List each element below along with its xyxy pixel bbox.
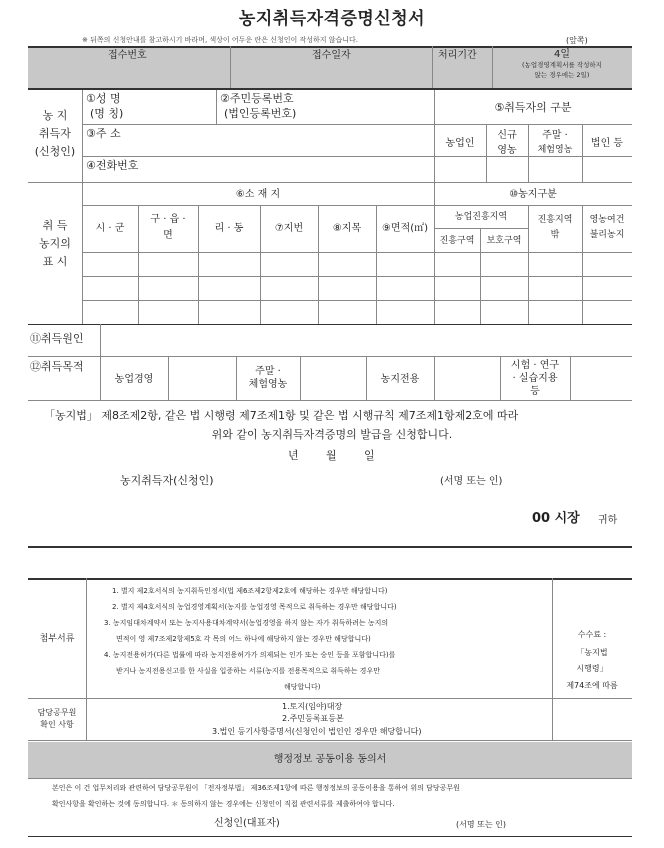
location-title: ⑥소 재 지	[235, 189, 281, 200]
purpose-conversion: 농지전용	[380, 374, 420, 385]
rrn-label: ②주민등록번호	[220, 92, 294, 105]
category-weekend: 주말 ·	[542, 130, 568, 141]
category-farmer: 농업인	[445, 138, 475, 149]
official-check-item: 1.토지(임야)대장	[282, 702, 343, 711]
farmland-section-label: 표 시	[42, 255, 68, 268]
acquisition-reason-label: ⑪취득원인	[30, 332, 84, 345]
consent-signer-label: 신청인(대표자)	[214, 818, 280, 829]
declaration-text: 위와 같이 농지취득자격증명의 발급을 신청합니다.	[211, 428, 453, 441]
processing-period-label: 처리기간	[438, 50, 477, 61]
phone-label: ④전화번호	[86, 159, 139, 172]
official-check-item: 3.법인 등기사항증명서(신청인이 법인인 경우만 해당합니다)	[212, 727, 422, 736]
col-area: ⑨면적(㎡)	[381, 223, 429, 234]
attachment-item: 받거나 농지전용신고를 한 사실을 입증하는 서류(농지를 전용목적으로 취득하는 경우만	[116, 667, 380, 675]
col-gu-eup-myeon: 구 · 읍 ·	[150, 214, 186, 225]
fee-label: 시행령」	[576, 664, 608, 673]
farmland-section-label: 취 득	[42, 219, 68, 232]
farmland-section-label: 농지의	[39, 237, 71, 250]
applicant-section-label: 농 지	[42, 109, 68, 122]
fee-label: 제74조에 따름	[566, 681, 618, 690]
signer-label: 농지취득자(신청인)	[120, 474, 214, 487]
date-year: 년	[288, 449, 299, 462]
attachments-label: 첨부서류	[39, 634, 75, 644]
category-new-farm: 영농	[497, 145, 517, 156]
applicant-section-label: 취득자	[39, 127, 71, 140]
col-promotion-zone: 진흥구역	[439, 236, 475, 246]
col-disadvantaged: 불리농지	[589, 230, 625, 240]
applicant-category-title: ⑤취득자의 구분	[494, 101, 572, 114]
promotion-area-header: 농업진흥지역	[454, 212, 508, 222]
processing-days-note: (농업경영계획서를 작성하지	[522, 61, 602, 69]
name-label: ①성 명	[86, 92, 121, 105]
consent-text: 확인사항을 확인하는 것에 동의합니다. ＊ 동의하지 않는 경우에는 신청인이 직접 관련서류를 제출하여야 합니다.	[52, 800, 395, 808]
rrn-sub-label: (법인등록번호)	[224, 107, 297, 120]
purpose-weekend: 체험영농	[248, 379, 288, 390]
category-new-farm: 신규	[497, 130, 517, 141]
attachment-item: 2. 별지 제4호서식의 농업경영계획서(농지를 농업경영 목적으로 취득하는 경우만 해당합니다)	[112, 603, 397, 611]
official-check-label: 확인 사항	[40, 720, 74, 729]
attachment-item: 1. 별지 제2호서식의 농지취득인정서(법 제6조제2항제2호에 해당하는 경우만 해당합니다)	[112, 587, 388, 595]
col-outside-zone: 진흥지역	[537, 215, 573, 225]
attachment-item: 면적이 영 제7조제2항제5호 각 목의 어느 하나에 해당하지 않는 경우만 해당합니다)	[116, 635, 371, 643]
col-lot: ⑦지번	[274, 223, 304, 234]
official-check-label: 담당공무원	[37, 708, 77, 717]
fee-label: 「농지법	[576, 648, 608, 657]
receipt-number-label: 접수번호	[108, 50, 147, 61]
col-disadvantaged: 영농여건	[589, 215, 625, 225]
purpose-research: · 실습지용	[512, 373, 558, 384]
col-si-gun: 시 · 군	[95, 223, 125, 234]
col-gu-eup-myeon: 면	[163, 230, 173, 241]
attachment-item: 해당합니다)	[284, 683, 321, 691]
col-protection-zone: 보호구역	[486, 236, 522, 246]
official-check-item: 2.주민등록표등본	[282, 714, 344, 723]
date-day: 일	[364, 449, 375, 462]
attachment-item: 3. 농지임대차계약서 또는 농지사용대차계약서(농업경영을 하지 않는 자가 취득하려는 농지의	[104, 619, 389, 627]
declaration-text: 「농지법」 제8조제2항, 같은 법 시행령 제7조제1항 및 같은 법 시행규칙 제7조제1항제2호에 따라	[44, 409, 519, 422]
col-outside-zone: 밖	[550, 230, 560, 240]
processing-days: 4일	[553, 49, 571, 60]
col-category: ⑧지목	[332, 223, 362, 234]
purpose-research: 등	[530, 386, 540, 397]
purpose-farming: 농업경영	[114, 374, 154, 385]
consent-signature-label: (서명 또는 인)	[456, 820, 506, 829]
consent-text: 본인은 이 건 업무처리와 관련하여 담당공무원이 「전자정부법」 제36조제1항에 따른 행정정보의 공동이용을 통하여 위의 담당공무원	[52, 784, 460, 792]
page-title: 농지취득자격증명신청서	[238, 9, 426, 29]
category-corporation: 법인 등	[590, 138, 624, 149]
col-ri-dong: 리 · 동	[214, 223, 244, 234]
applicant-section-label: (신청인)	[34, 145, 76, 158]
processing-days-note: 않는 경우에는 2일)	[534, 71, 590, 79]
zone-title: ⑩농지구분	[509, 189, 557, 200]
notice-text: ※ 뒤쪽의 신청안내를 참고하시기 바라며, 색상이 어두운 란은 신청인이 작성하지 않습니다.	[82, 36, 358, 44]
acquisition-purpose-label: ⑫취득목적	[30, 360, 84, 373]
attachment-item: 4. 농지전용허가(다른 법률에 따라 농지전용허가가 의제되는 인가 또는 승인 등을 포함합니다)를	[104, 651, 396, 659]
address-label: ③주 소	[86, 127, 121, 140]
category-weekend: 체험영농	[537, 145, 573, 155]
consent-title: 행정정보 공동이용 동의서	[273, 754, 387, 765]
date-month: 월	[326, 449, 337, 462]
recipient-honorific: 귀하	[598, 515, 618, 526]
signature-label: (서명 또는 인)	[440, 476, 503, 487]
purpose-weekend: 주말 ·	[255, 366, 281, 377]
recipient: 00 시장	[532, 511, 580, 526]
name-sub-label: (명 칭)	[90, 107, 124, 120]
fee-label: 수수료 :	[577, 630, 607, 639]
purpose-research: 시험 · 연구	[510, 360, 560, 371]
page-side-label: (앞쪽)	[566, 36, 588, 45]
receipt-date-label: 접수일자	[312, 50, 351, 61]
